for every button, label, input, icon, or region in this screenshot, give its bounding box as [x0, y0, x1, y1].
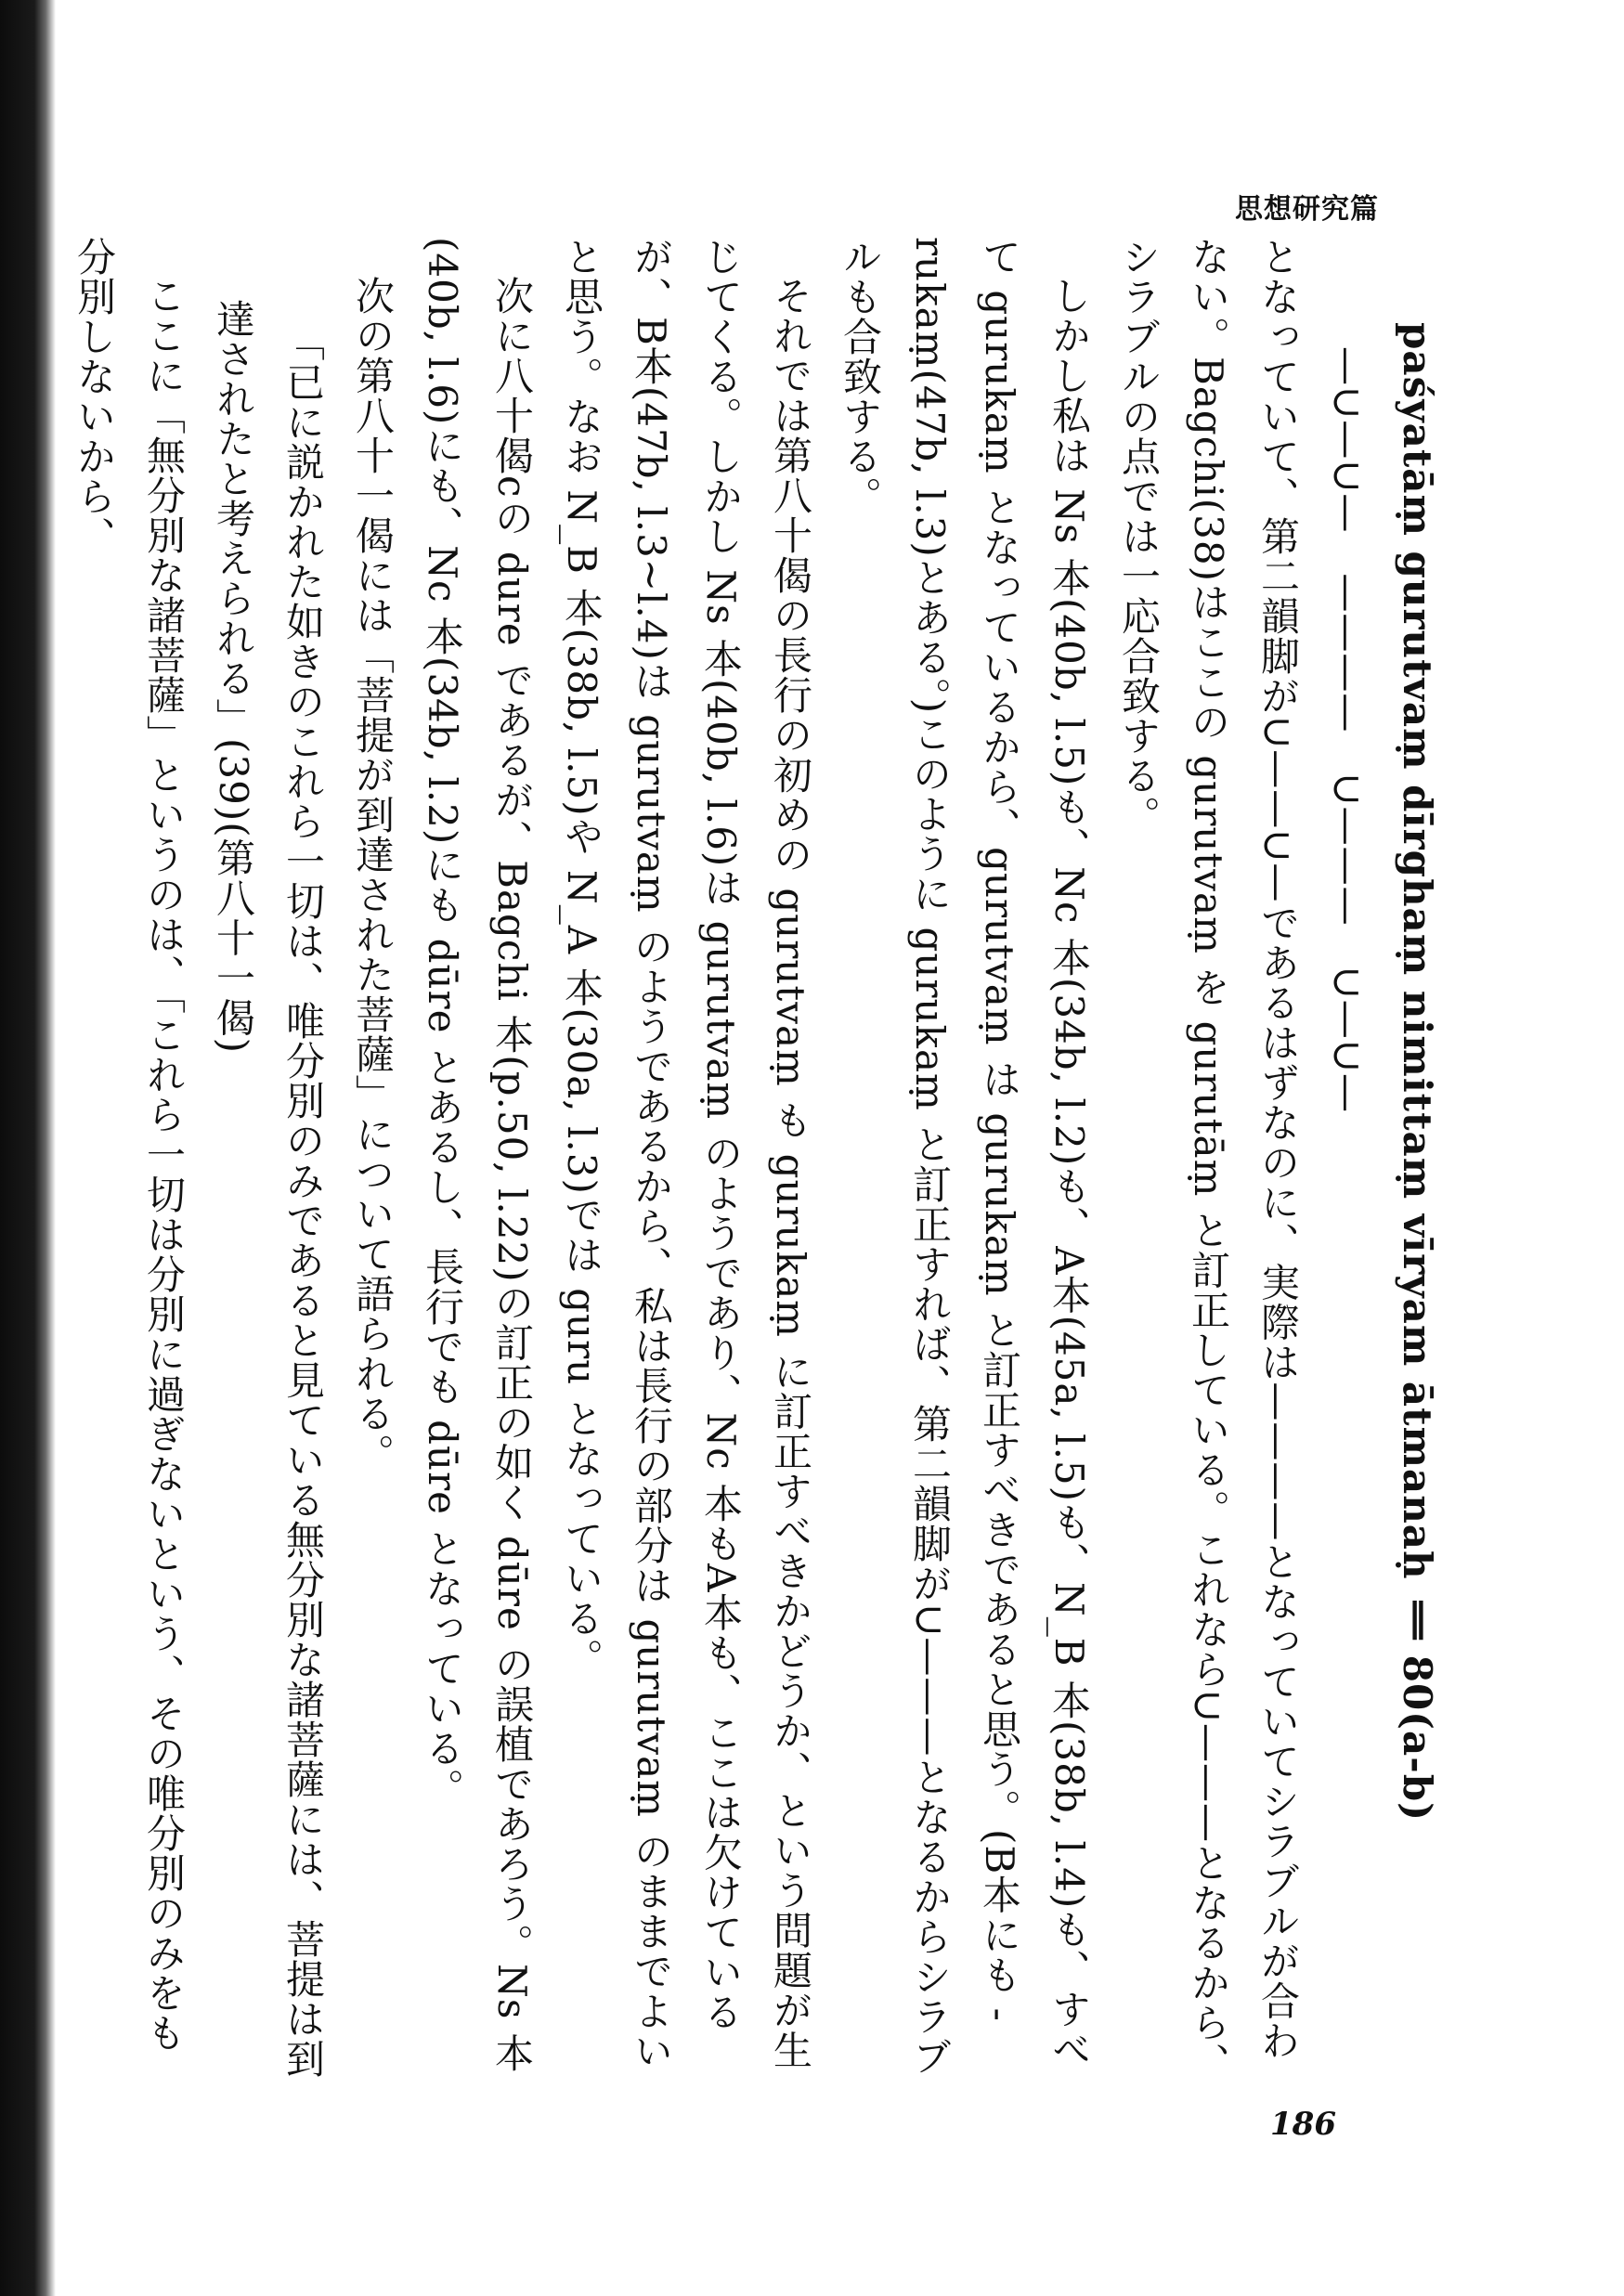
paragraph-commentary: ここに「無分別な諸菩薩」というのは、「これら一切は分別に過ぎないという、その唯分別のみをも分別しないから、 [71, 237, 187, 2053]
scan-shadow-edge [0, 0, 56, 2296]
meter-notation-line: —∪—∪— ———— ∪——— ∪—∪— [1325, 345, 1371, 1113]
paragraph-prose-reading: それでは第八十偈の長行の初めの gurutvaṃ も gurukaṃ に訂正すべきかどうか、という問題が生じてくる。しかし Ns 本(40b, l.6)は gurutvaṃ のようであり、Nc 本もA本も、ここは欠けているが、B本(47b, l.3~l.4)は gurutvaṃ のようであるから、私は長行の部分は gurutvaṃ のままでよいと思う。なお N_B 本(38b, l.5)や N_A 本(30a, l.3)では guru となっている。 [559, 237, 813, 2071]
running-header: 思想研究篇 [1235, 193, 1379, 226]
paragraph-syllable-mismatch: となっていて、第二韻脚が∪——∪—であるはずなのに、実際は————となっていてシラブルが合わない。Bagchi(38)はここの gurutvaṃ を gurutāṃ と訂正している。これなら∪———となるから、シラブルの点では一応合致する。 [1116, 237, 1301, 2082]
page-number: 186 [1270, 2106, 1336, 2143]
paragraph-verse-81-intro: 次の第八十一偈には「菩提が到達された菩薩」について語られる。 [350, 276, 396, 1473]
paragraph-dure-correction: 次に八十偈cの dure であるが、Bagchi 本(p.50, l.22)の訂正の如く dūre の誤植であろう。Ns 本(40b, l.6)にも、Nc 本(34b, l.2)にも dūre とあるし、長行でも dūre となっている。 [420, 237, 535, 2073]
verse-81-quotation: 「已に説かれた如きのこれら一切は、唯分別のみであると見ている無分別な諸菩薩には、菩提は到達されたと考えられる」(39)(第八十一偈) [211, 299, 326, 2080]
vertical-body-text [71, 237, 1452, 2084]
sanskrit-verse-line: paśyatāṃ gurutvaṃ dīrghaṃ nimittaṃ vīryam ātmanaḥ ‖ 80(a-b) [1395, 322, 1440, 1823]
paragraph-manuscript-readings: しかし私は Ns 本(40b, l.5)も、Nc 本(34b, l.2)も、A本(45a, l.5)も、N_B 本(38b, l.4)も、すべて gurukaṃ となっているから、gurutvaṃ は gurukaṃ と訂正すべきであると思う。(B本にも -rukaṃ(47b, l.3)とある。)このように gurukaṃ と訂正すれば、第二韻脚が∪———となるからシラブルも合致する。 [838, 237, 1092, 2077]
